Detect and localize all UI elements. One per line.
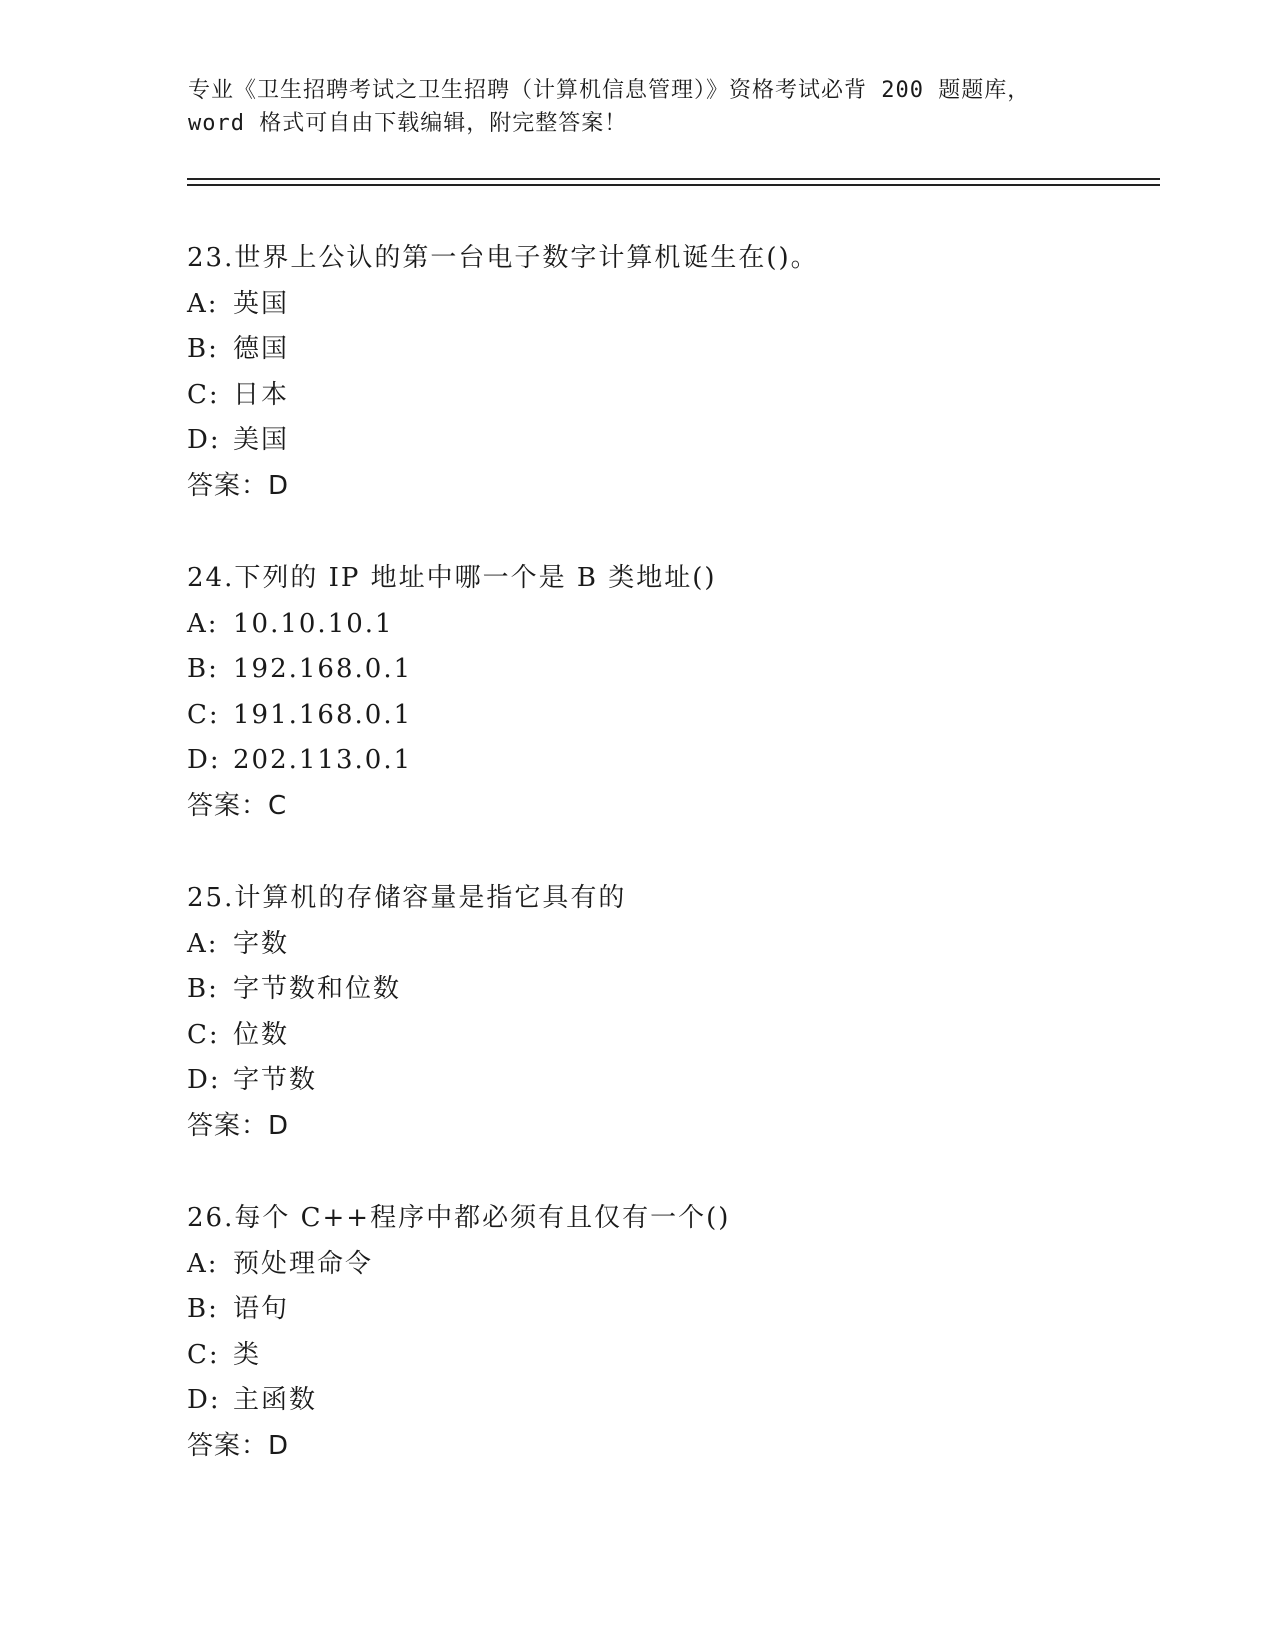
option-key: A: <box>187 608 219 639</box>
header-line-1: 专业《卫生招聘考试之卫生招聘（计算机信息管理）》资格考试必背 200 题题库， <box>188 78 1031 103</box>
option-b <box>187 967 1167 1013</box>
question-stem: 23.世界上公认的第一台电子数字计算机诞生在()。 <box>187 243 819 273</box>
option-d <box>187 1058 1167 1104</box>
option-key: C: <box>187 1339 220 1370</box>
question-25 <box>187 876 1167 1196</box>
header-divider-top <box>187 178 1160 180</box>
option-key: B: <box>187 1294 219 1325</box>
option-d <box>187 1378 1167 1424</box>
option-a <box>187 602 1167 648</box>
option-text: 预处理命令 <box>233 1248 374 1279</box>
option-d <box>187 738 1167 784</box>
option-text: 英国 <box>233 288 290 319</box>
option-b <box>187 647 1167 693</box>
option-d <box>187 418 1167 464</box>
option-text: 192.168.0.1 <box>233 654 413 685</box>
option-key: D: <box>187 1065 221 1096</box>
option-text: 字节数和位数 <box>233 974 402 1005</box>
option-text: 日本 <box>233 379 290 410</box>
option-text: 字数 <box>233 928 290 959</box>
option-key: B: <box>187 334 219 365</box>
option-key: A: <box>187 1248 219 1279</box>
header-divider-bottom <box>187 184 1160 186</box>
option-c <box>187 1013 1167 1059</box>
option-key: D: <box>187 1385 221 1416</box>
answer-line: 答案：D <box>187 1110 290 1141</box>
question-list <box>187 236 1167 1516</box>
option-key: D: <box>187 745 221 776</box>
answer-line: 答案：D <box>187 1430 290 1461</box>
option-c <box>187 693 1167 739</box>
question-23 <box>187 236 1167 556</box>
question-stem: 25.计算机的存储容量是指它具有的 <box>187 883 627 913</box>
option-a <box>187 282 1167 328</box>
option-c <box>187 373 1167 419</box>
option-key: C: <box>187 699 220 730</box>
question-24 <box>187 556 1167 876</box>
option-text: 语句 <box>233 1294 290 1325</box>
option-text: 191.168.0.1 <box>233 699 413 730</box>
option-a <box>187 922 1167 968</box>
option-text: 美国 <box>233 425 290 456</box>
option-text: 10.10.10.1 <box>233 608 394 639</box>
answer-line: 答案：D <box>187 470 290 501</box>
document-header <box>188 74 1088 140</box>
question-stem: 24.下列的 IP 地址中哪一个是 B 类地址() <box>187 563 717 593</box>
question-26 <box>187 1196 1167 1516</box>
option-text: 主函数 <box>233 1385 318 1416</box>
header-line-2: word 格式可自由下载编辑，附完整答案！ <box>188 111 628 136</box>
option-text: 德国 <box>233 334 290 365</box>
option-b <box>187 327 1167 373</box>
option-key: B: <box>187 654 219 685</box>
option-key: C: <box>187 379 220 410</box>
option-key: C: <box>187 1019 220 1050</box>
question-stem: 26.每个 C++程序中都必须有且仅有一个() <box>187 1203 731 1233</box>
option-text: 202.113.0.1 <box>233 745 413 776</box>
option-a <box>187 1242 1167 1288</box>
option-b <box>187 1287 1167 1333</box>
option-c <box>187 1333 1167 1379</box>
option-key: B: <box>187 974 219 1005</box>
option-text: 类 <box>233 1339 262 1370</box>
option-key: A: <box>187 288 219 319</box>
option-key: D: <box>187 425 221 456</box>
option-text: 位数 <box>233 1019 290 1050</box>
option-text: 字节数 <box>233 1065 318 1096</box>
answer-line: 答案：C <box>187 790 288 821</box>
option-key: A: <box>187 928 219 959</box>
